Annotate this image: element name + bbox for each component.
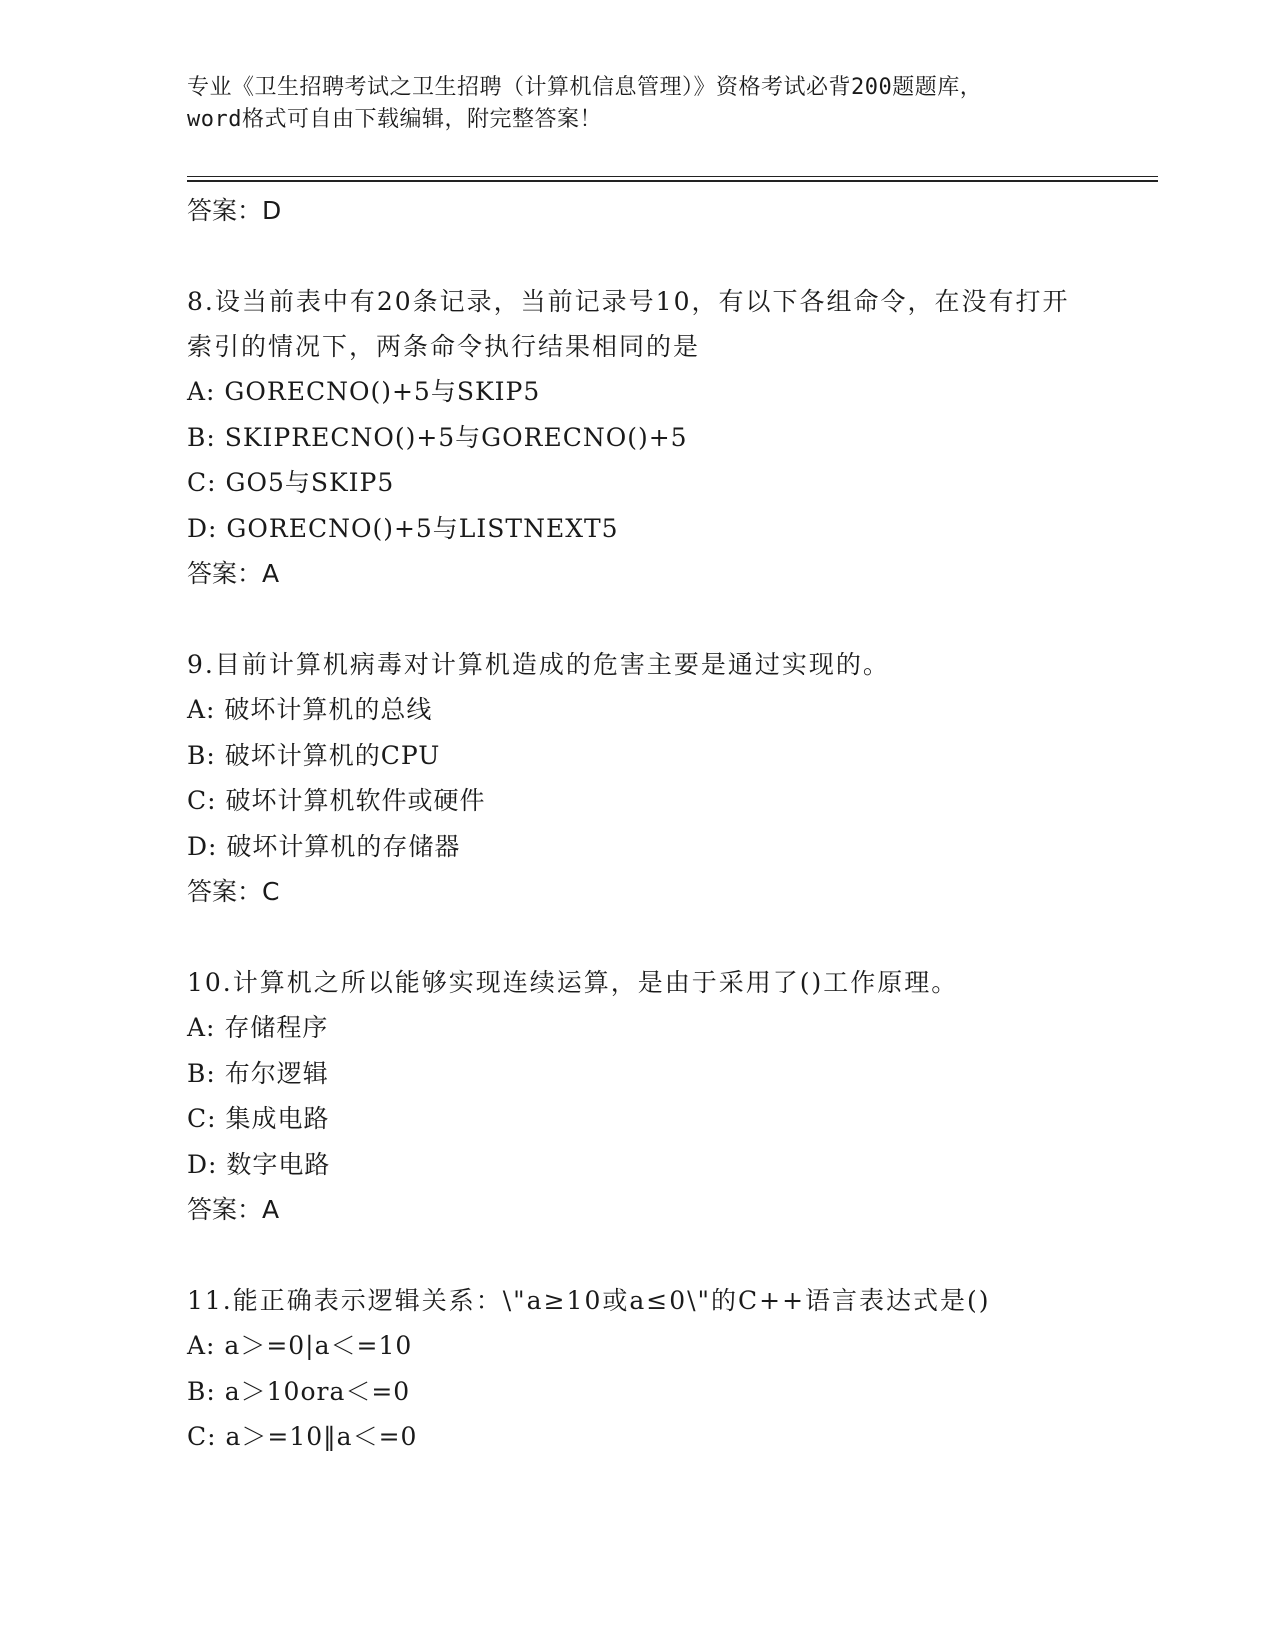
option-c: C: 集成电路 bbox=[187, 1104, 330, 1133]
header-divider-thin bbox=[187, 176, 1158, 177]
question-block bbox=[187, 1278, 1087, 1460]
option-c: C: a＞=10‖a＜=0 bbox=[187, 1422, 418, 1451]
option-b: B: 破坏计算机的CPU bbox=[187, 740, 441, 770]
header-line-1: 专业《卫生招聘考试之卫生招聘（计算机信息管理）》资格考试必背200题题库， bbox=[187, 75, 983, 100]
option-b: B: 布尔逻辑 bbox=[187, 1058, 329, 1088]
option-c: C: GO5与SKIP5 bbox=[187, 468, 395, 497]
question-text: 10.计算机之所以能够实现连续运算，是由于采用了()工作原理。 bbox=[187, 968, 959, 997]
question-block bbox=[187, 642, 1087, 915]
question-text: 11.能正确表示逻辑关系：\"a≥10或a≤0\"的C++语言表达式是() bbox=[187, 1286, 991, 1315]
answer-line: 答案：A bbox=[187, 559, 280, 588]
option-a: A: a＞=0|a＜=10 bbox=[187, 1331, 413, 1360]
question-text: 8.设当前表中有20条记录，当前记录号10，有以下各组命令，在没有打开索引的情况下，两条命令执行结果相同的是 bbox=[187, 287, 1070, 361]
header-divider-thick bbox=[187, 180, 1158, 182]
option-a: A: GORECNO()+5与SKIP5 bbox=[187, 377, 541, 406]
document-body bbox=[187, 188, 1087, 1460]
option-d: D: 破坏计算机的存储器 bbox=[187, 831, 461, 861]
option-d: D: 数字电路 bbox=[187, 1149, 331, 1179]
option-a: A: 存储程序 bbox=[187, 1013, 329, 1042]
answer-line: 答案：C bbox=[187, 877, 280, 906]
option-b: B: a＞10ora＜=0 bbox=[187, 1376, 411, 1406]
document-header bbox=[187, 72, 1087, 136]
option-c: C: 破坏计算机软件或硬件 bbox=[187, 786, 486, 815]
answer-line: 答案：D bbox=[187, 196, 282, 225]
option-b: B: SKIPRECNO()+5与GORECNO()+5 bbox=[187, 422, 688, 452]
question-text: 9.目前计算机病毒对计算机造成的危害主要是通过实现的。 bbox=[187, 650, 890, 679]
question-block bbox=[187, 279, 1087, 597]
option-d: D: GORECNO()+5与LISTNEXT5 bbox=[187, 513, 619, 543]
option-a: A: 破坏计算机的总线 bbox=[187, 695, 433, 724]
question-block bbox=[187, 960, 1087, 1233]
header-line-2: word格式可自由下载编辑，附完整答案！ bbox=[187, 107, 602, 132]
answer-line: 答案：A bbox=[187, 1195, 280, 1224]
